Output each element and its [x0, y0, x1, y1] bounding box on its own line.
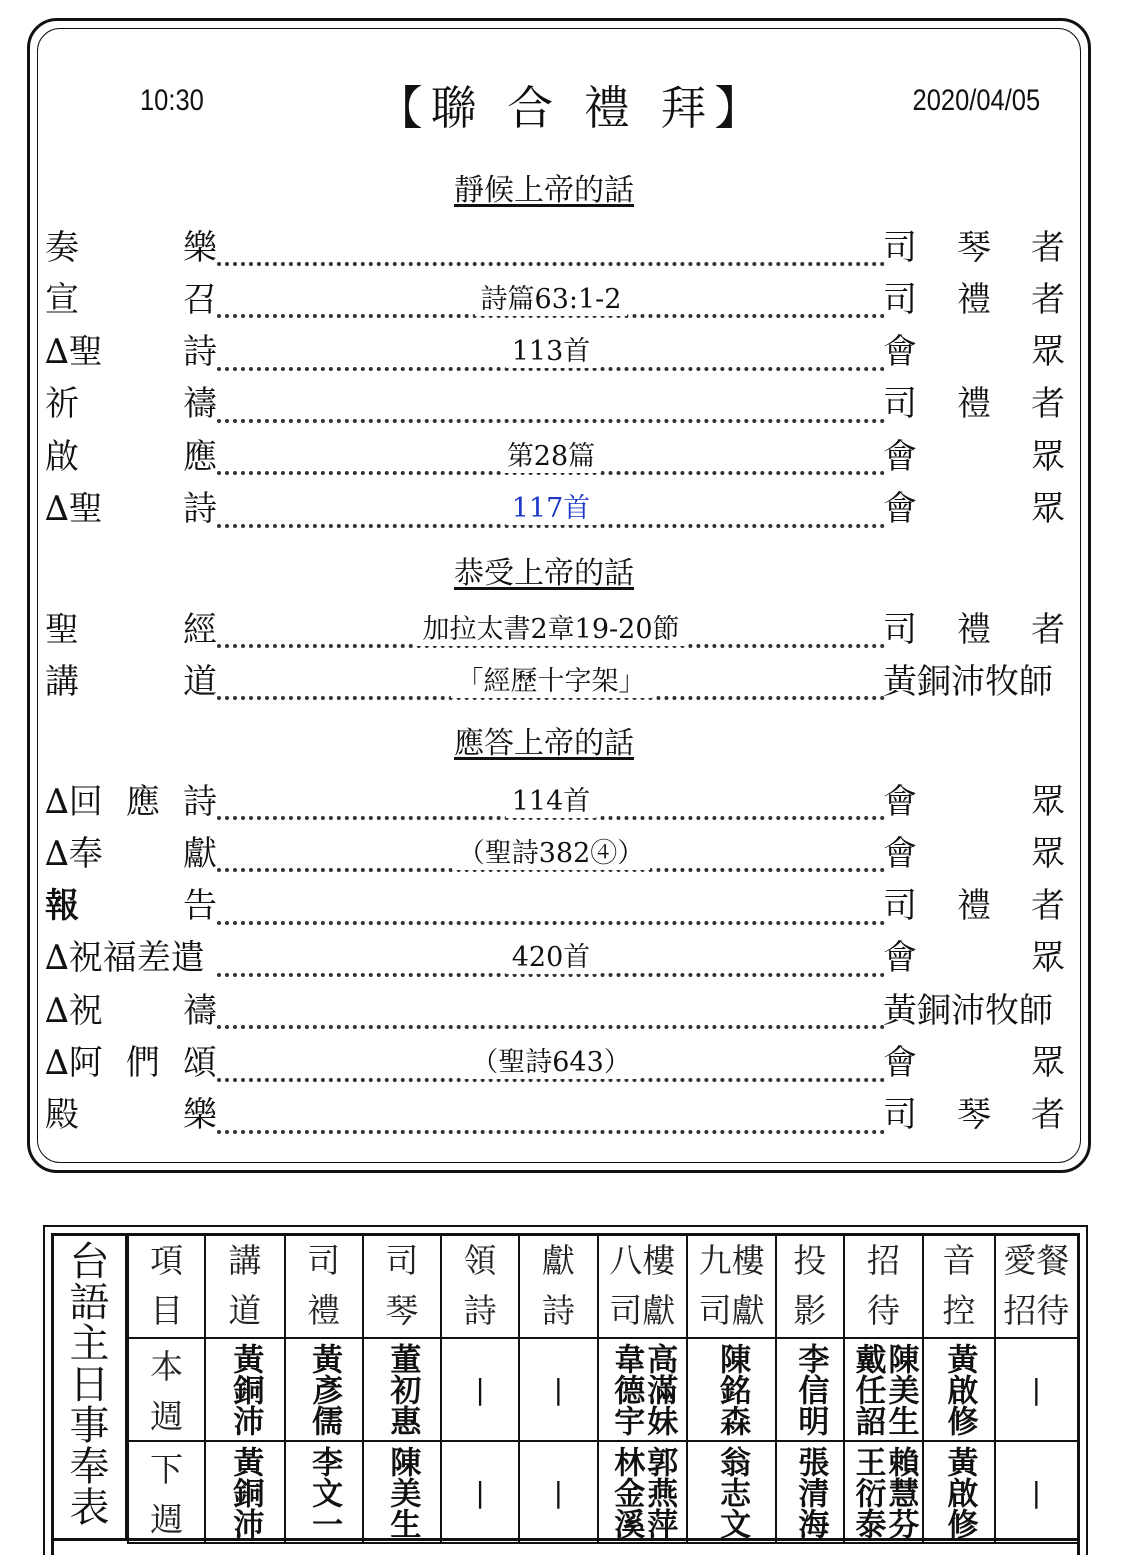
roster-empty-mark: |	[553, 1475, 564, 1509]
program-item-name-part: 告	[183, 886, 217, 927]
program-item-detail-text: （聖詩643）	[465, 1040, 637, 1079]
roster-title-char: 事	[69, 1403, 110, 1449]
roster-cell	[995, 1338, 1077, 1441]
roster-header-text: 琴	[385, 1291, 419, 1331]
program-item-name	[45, 600, 217, 652]
service-date: 2020/04/05	[912, 84, 1040, 117]
program-item	[45, 323, 1065, 375]
program-item-detail-text: 第28篇	[501, 434, 601, 473]
program-item-name-part: 詩	[183, 489, 217, 529]
program-item-name	[45, 652, 217, 704]
section-title: 恭受上帝的話	[454, 556, 634, 591]
program-item-leader-part: 司	[883, 227, 917, 268]
program-item-name	[45, 270, 217, 322]
roster-cell	[598, 1338, 688, 1441]
program-item-name-part: 殿	[45, 1095, 79, 1136]
program-item-leader-part: 禮	[957, 384, 991, 425]
program-item-detail	[217, 824, 885, 876]
roster-header-text: 投	[793, 1240, 827, 1280]
program-item-name	[45, 323, 217, 375]
roster-header-text: 司獻	[698, 1291, 765, 1331]
program-item	[45, 480, 1065, 532]
program-item-leader	[883, 427, 1065, 479]
roster-person-name: 郭燕萍	[641, 1445, 678, 1539]
roster-header-text: 領	[463, 1240, 497, 1280]
program-item	[45, 600, 1065, 652]
roster-person-name: 韋德宇	[608, 1343, 645, 1436]
program-item-leader	[883, 218, 1065, 270]
program-item-leader-part: 禮	[957, 609, 991, 650]
program-item-name-part: 樂	[183, 227, 217, 268]
duty-roster-inner	[51, 1233, 1080, 1555]
program-item-leader-part: 會	[883, 938, 917, 979]
roster-row-label	[128, 1441, 205, 1543]
roster-person-name: 董初惠	[384, 1343, 421, 1436]
roster-header-text: 道	[228, 1291, 262, 1331]
roster-person-name: 黃啟修	[941, 1445, 978, 1539]
roster-cell	[205, 1441, 284, 1543]
roster-header-text: 目	[150, 1291, 184, 1331]
program-item-leader-part: 者	[1031, 886, 1065, 927]
program-item-name-part: 召	[183, 279, 217, 320]
roster-header-text: 司	[385, 1240, 419, 1280]
program-item	[45, 772, 1065, 824]
program-item-name	[45, 218, 217, 270]
program-item-detail	[217, 600, 885, 652]
roster-person-name: 戴任詔	[849, 1343, 886, 1436]
program-item-leader-part: 會	[883, 436, 917, 477]
roster-cell	[776, 1441, 843, 1543]
roster-person-name: 黃銅沛	[227, 1445, 264, 1539]
program-item-detail-text: 「經歷十字架」	[451, 659, 652, 698]
program-item-leader	[883, 772, 1065, 824]
roster-person-name: 林金溪	[608, 1445, 645, 1539]
program-item-detail	[217, 427, 885, 479]
program-item-detail	[217, 652, 885, 704]
program-item-leader	[883, 1086, 1065, 1138]
program-item-name-part: 宣	[45, 279, 79, 320]
roster-title-char: 奉	[69, 1444, 110, 1490]
roster-header-cell	[598, 1236, 688, 1338]
program-item-detail	[217, 270, 885, 322]
roster-header-text: 詩	[541, 1291, 575, 1331]
program-item-leader-part: 眾	[1031, 938, 1065, 979]
program-item-name-part: ∆祝福差遣	[45, 938, 205, 979]
roster-cell	[995, 1441, 1077, 1543]
program-item-name	[45, 1034, 217, 1086]
program-item-leader-part: 眾	[1031, 781, 1065, 822]
program-item-detail-text: （聖詩382④）	[452, 831, 651, 870]
program-item-detail	[217, 1034, 885, 1086]
program-item-leader	[883, 981, 1065, 1033]
program-item-detail-text: 詩篇63:1-2	[475, 277, 628, 316]
program-item-name-part: 講	[45, 661, 79, 702]
roster-title	[54, 1236, 127, 1540]
program-item-leader-part: 眾	[1031, 833, 1065, 874]
roster-person-name: 王衍泰	[849, 1445, 886, 1539]
program-item-leader-part: 會	[883, 781, 917, 822]
roster-person-name: 李文一	[306, 1445, 343, 1539]
program-item-detail-text: 420首	[506, 935, 597, 974]
program-item-leader-part: 者	[1031, 609, 1065, 650]
program-item-leader-part: 禮	[957, 279, 991, 320]
program-item-name	[45, 772, 217, 824]
roster-cell	[441, 1441, 519, 1543]
roster-header-text: 控	[942, 1291, 976, 1331]
program-item-name	[45, 480, 217, 532]
program-item-leader	[883, 600, 1065, 652]
program-item-detail-text: 117首	[506, 486, 597, 525]
program-item-leader-part: 會	[883, 489, 917, 529]
program-item-leader-part: 會	[883, 833, 917, 874]
roster-row-label-text: 週	[150, 1499, 184, 1539]
program-item-leader-part: 眾	[1031, 436, 1065, 477]
program-item-name-part: 應	[183, 436, 217, 477]
roster-cell	[441, 1338, 519, 1441]
roster-header-cell	[844, 1236, 924, 1338]
roster-header-text: 音	[942, 1240, 976, 1280]
program-item-detail-text: 114首	[506, 779, 597, 818]
program-item-leader-part: 司	[883, 1095, 917, 1136]
roster-bottom-rule	[54, 1538, 1077, 1541]
program-item-detail	[217, 772, 885, 824]
program-item-name	[45, 824, 217, 876]
dot-leader	[217, 228, 885, 266]
program-item-leader-part: 司	[883, 609, 917, 650]
roster-person-name: 張清海	[792, 1445, 829, 1539]
roster-header-text: 詩	[463, 1291, 497, 1331]
program-item-name-part: ∆阿	[45, 1043, 103, 1083]
program-item-name	[45, 981, 217, 1033]
program-item-name-part: 獻	[183, 833, 217, 874]
roster-cell	[923, 1441, 994, 1543]
program-item-name-part: 祈	[45, 384, 79, 425]
roster-header-row	[128, 1236, 1077, 1338]
program-item-leader-part: 會	[883, 1043, 917, 1083]
roster-header-cell	[285, 1236, 363, 1338]
page-title: 【聯 合 禮 拜】	[376, 81, 769, 135]
program-item	[45, 981, 1065, 1033]
program-item-leader-part: 眾	[1031, 1043, 1065, 1083]
roster-header-cell	[128, 1236, 205, 1338]
program-item-name-part: 經	[183, 609, 217, 650]
program-item-leader-part: 者	[1031, 1095, 1065, 1136]
program-item-detail	[217, 323, 885, 375]
roster-title-char: 表	[69, 1485, 110, 1531]
program-item-name-part: 報	[45, 886, 79, 927]
roster-header-text: 影	[793, 1291, 827, 1331]
roster-cell	[923, 1338, 994, 1441]
program-item-name-part: 樂	[183, 1095, 217, 1136]
program-item-leader-part: 者	[1031, 227, 1065, 268]
roster-header-text: 講	[228, 1240, 262, 1280]
roster-row-label-text: 下	[150, 1449, 184, 1489]
roster-cell	[205, 1338, 284, 1441]
program-item-name-part: 們	[125, 1043, 160, 1083]
roster-person-name: 陳美生	[384, 1445, 421, 1539]
roster-cell	[363, 1441, 441, 1543]
roster-person-name: 陳美生	[882, 1343, 919, 1436]
program-item	[45, 652, 1065, 704]
roster-empty-mark: |	[475, 1373, 485, 1406]
roster-row-label-text: 本	[150, 1346, 184, 1386]
roster-header-text: 九樓	[698, 1240, 765, 1280]
roster-header-text: 司	[307, 1240, 341, 1280]
program-item-name-part: ∆聖	[45, 332, 103, 373]
roster-title-char: 語	[69, 1280, 110, 1326]
program-item-name-part: ∆聖	[45, 489, 103, 529]
roster-row	[128, 1338, 1077, 1441]
section-title: 靜候上帝的話	[454, 173, 634, 208]
roster-header-text: 獻	[541, 1240, 575, 1280]
roster-header-text: 禮	[307, 1291, 341, 1331]
program-item-name	[45, 375, 217, 427]
roster-cell	[363, 1338, 441, 1441]
roster-cell	[844, 1441, 924, 1543]
roster-header-cell	[687, 1236, 776, 1338]
program-item-leader-part: 琴	[957, 1095, 991, 1136]
program-item-name-part: ∆奉	[45, 833, 103, 874]
roster-row-label-text: 週	[150, 1397, 184, 1437]
program-item-leader-part: 司	[883, 384, 917, 425]
program-item-leader	[883, 1034, 1065, 1086]
roster-cell	[776, 1338, 843, 1441]
dot-leader	[217, 991, 885, 1029]
roster-person-name: 李信明	[792, 1343, 829, 1436]
program-item-detail-text: 113首	[506, 329, 597, 368]
roster-title-char: 日	[69, 1362, 110, 1408]
program-item	[45, 375, 1065, 427]
roster-cell	[687, 1338, 776, 1441]
program-item-leader	[883, 270, 1065, 322]
roster-header-cell	[441, 1236, 519, 1338]
roster-cell	[844, 1338, 924, 1441]
roster-empty-mark: |	[553, 1373, 564, 1406]
program-item-leader-part: 黃銅沛牧師	[883, 661, 1053, 702]
program-item	[45, 270, 1065, 322]
dot-leader	[217, 1096, 885, 1134]
program-item-leader-part: 眾	[1031, 332, 1065, 373]
program-item-leader	[883, 877, 1065, 929]
roster-header-text: 項	[150, 1240, 184, 1280]
program-item-leader-part: 司	[883, 886, 917, 927]
program-item-name	[45, 427, 217, 479]
program-item-leader-part: 琴	[957, 227, 991, 268]
roster-cell	[519, 1338, 597, 1441]
program-item-leader	[883, 929, 1065, 981]
roster-header-text: 招待	[1003, 1291, 1070, 1331]
program-item-leader	[883, 480, 1065, 532]
program-item	[45, 427, 1065, 479]
program-item-leader-part: 司	[883, 279, 917, 320]
roster-header-text: 愛餐	[1003, 1240, 1070, 1280]
program-item-name-part: 頌	[183, 1043, 217, 1083]
program-item-name-part: ∆回	[45, 781, 103, 822]
roster-cell	[285, 1441, 363, 1543]
program-item	[45, 1034, 1065, 1086]
program-item-leader-part: 者	[1031, 279, 1065, 320]
program-item-leader-part: 眾	[1031, 489, 1065, 529]
roster-title-char: 台	[69, 1239, 110, 1285]
roster-table	[127, 1236, 1077, 1544]
program-item-name	[45, 1086, 217, 1138]
program-item-name-part: 詩	[183, 332, 217, 373]
program-item-name-part: 啟	[45, 436, 79, 477]
roster-empty-mark: |	[1031, 1475, 1042, 1509]
program-item	[45, 929, 1065, 981]
program-item	[45, 1086, 1065, 1138]
section-title: 應答上帝的話	[454, 726, 634, 761]
roster-header-cell	[776, 1236, 843, 1338]
program-item	[45, 877, 1065, 929]
roster-person-name: 翁志文	[714, 1445, 751, 1539]
roster-person-name: 黃啟修	[941, 1343, 978, 1436]
duty-roster	[43, 1225, 1088, 1555]
roster-header-text: 待	[866, 1291, 900, 1331]
roster-header-text: 八樓	[609, 1240, 676, 1280]
program-item-leader	[883, 323, 1065, 375]
roster-row-label	[128, 1338, 205, 1441]
program-item-leader-part: 黃銅沛牧師	[883, 990, 1053, 1031]
program-item-leader	[883, 652, 1065, 704]
roster-person-name: 高滿妹	[641, 1343, 678, 1436]
roster-empty-mark: |	[1031, 1373, 1042, 1406]
program-item-name-part: 禱	[183, 384, 217, 425]
roster-person-name: 賴慧芬	[882, 1445, 919, 1539]
roster-person-name: 黃銅沛	[227, 1343, 264, 1436]
roster-row	[128, 1441, 1077, 1543]
roster-header-cell	[205, 1236, 284, 1338]
program-item-name-part: 道	[183, 661, 217, 702]
roster-header-text: 司獻	[609, 1291, 676, 1331]
program-item	[45, 824, 1065, 876]
program-item-leader	[883, 375, 1065, 427]
program-item-name-part: 奏	[45, 227, 79, 268]
roster-cell	[598, 1441, 688, 1543]
program-item-leader-part: 禮	[957, 886, 991, 927]
program-item-leader	[883, 824, 1065, 876]
program-item-name-part: 詩	[183, 781, 217, 822]
roster-header-cell	[363, 1236, 441, 1338]
program-item-name-part: ∆祝	[45, 990, 103, 1031]
program-item-name	[45, 929, 217, 981]
roster-cell	[519, 1441, 597, 1543]
roster-cell	[285, 1338, 363, 1441]
dot-leader	[217, 385, 885, 423]
roster-header-cell	[923, 1236, 994, 1338]
program-item-leader-part: 者	[1031, 384, 1065, 425]
roster-header-cell	[995, 1236, 1077, 1338]
roster-empty-mark: |	[475, 1475, 485, 1509]
roster-person-name: 陳銘森	[714, 1343, 751, 1436]
program-item-name-part: 聖	[45, 609, 79, 650]
roster-cell	[687, 1441, 776, 1543]
program-item-leader-part: 會	[883, 332, 917, 373]
roster-person-name: 黃彥儒	[306, 1343, 343, 1436]
program-item-name-part: 應	[125, 781, 160, 822]
program-item-name	[45, 877, 217, 929]
program-item-name-part: 禱	[183, 990, 217, 1031]
program-item	[45, 218, 1065, 270]
roster-header-text: 招	[866, 1240, 900, 1280]
roster-header-cell	[519, 1236, 597, 1338]
program-item-detail	[217, 929, 885, 981]
program-item-detail	[217, 480, 885, 532]
roster-title-char: 主	[69, 1321, 110, 1367]
dot-leader	[217, 887, 885, 925]
program-item-detail-text: 加拉太書2章19-20節	[416, 607, 685, 646]
service-time: 10:30	[140, 84, 204, 117]
